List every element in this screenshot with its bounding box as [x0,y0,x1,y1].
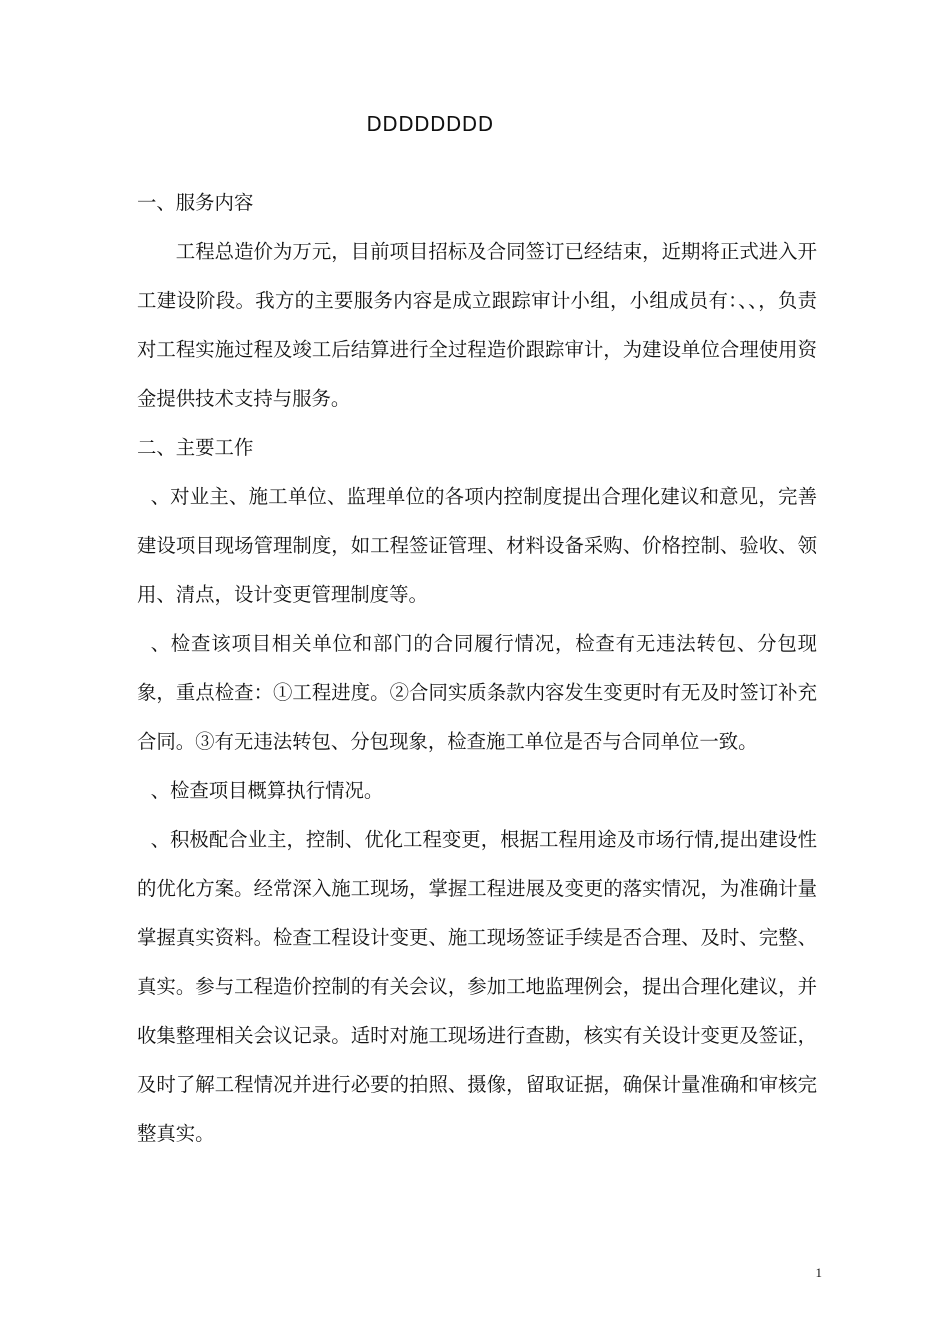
work-item-3: 、检查项目概算执行情况。 [150,779,384,802]
work-item-1: 、对业主、施工单位、监理单位的各项内控制度提出合理化建议和意见，完善建设项目现场管理制度，如工程签证管理、材料设备采购、价格控制、验收、领用、清点，设计变更管理制度等。 [137,485,817,606]
service-paragraph: 工程总造价为万元，目前项目招标及合同签订已经结束，近期将正式进入开工建设阶段。我方的主要服务内容是成立跟踪审计小组，小组成员有：、、，负责对工程实施过程及竣工后结算进行全过程造价跟踪审计，为建设单位合理使用资金提供技术支持与服务。 [137,240,817,410]
work-item-2: 、检查该项目相关单位和部门的合同履行情况，检查有无违法转包、分包现象，重点检查：①工程进度。②合同实质条款内容发生变更时有无及时签订补充合同。③有无违法转包、分包现象，检查施工单位是否与合同单位一致。 [137,632,817,753]
work-item-4: 、积极配合业主，控制、优化工程变更，根据工程用途及市场行情,提出建设性的优化方案。经常深入施工现场，掌握工程进展及变更的落实情况，为准确计量掌握真实资料。检查工程设计变更、施工现场签证手续是否合理、及时、完整、真实。参与工程造价控制的有关会议，参加工地监理例会，提出合理化建议，并收集整理相关会议记录。适时对施工现场进行查勘，核实有关设计变更及签证，及时了解工程情况并进行必要的拍照、摄像，留取证据，确保计量准确和审核完整真实。 [137,828,817,1145]
document-body [137,178,817,1158]
section-heading-main-work: 二、主要工作 [137,436,254,459]
page-number: 1 [815,1265,822,1280]
document-title: DDDDDDDD [366,112,494,136]
section-heading-service: 一、服务内容 [137,191,254,214]
